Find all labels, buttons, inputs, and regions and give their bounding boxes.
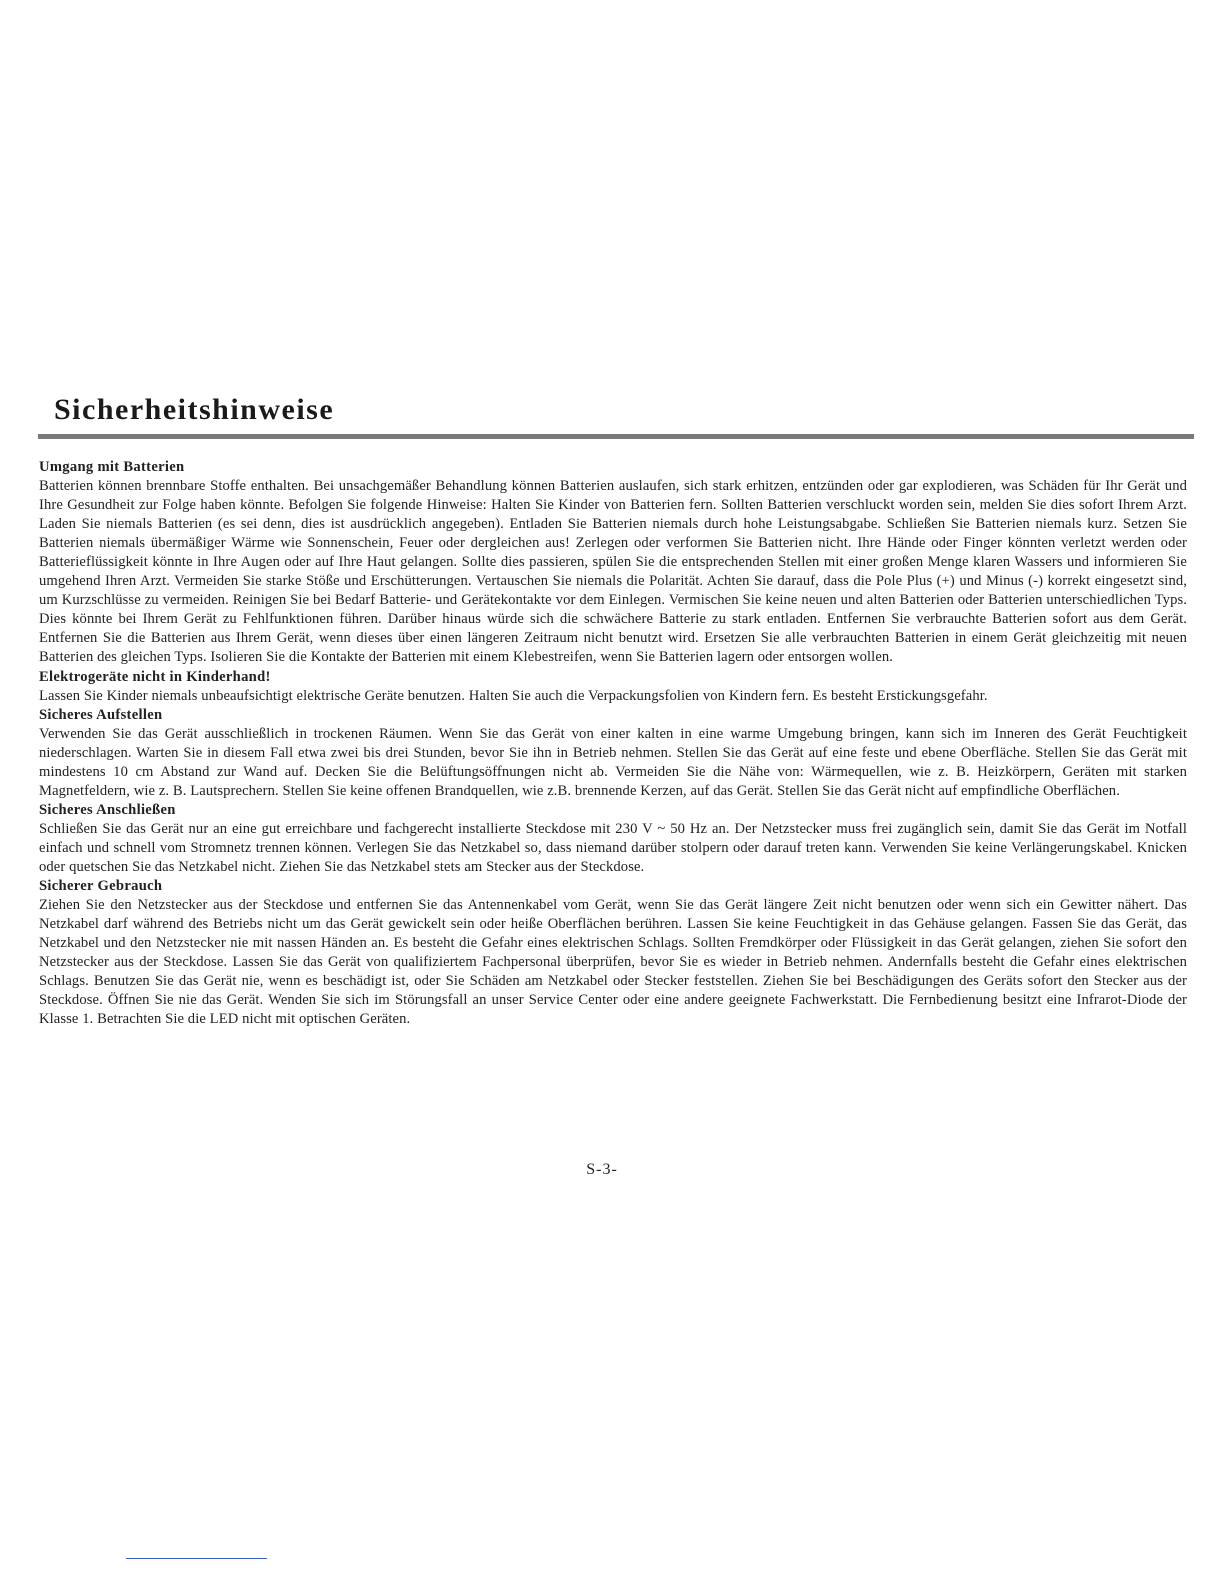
page-title: Sicherheitshinweise xyxy=(54,393,335,426)
section-heading: Elektrogeräte nicht in Kinderhand! xyxy=(39,668,271,685)
section-heading: Sicheres Aufstellen xyxy=(39,706,163,723)
section-body: Schließen Sie das Gerät nur an eine gut erreichbare und fachgerecht installierte Steckdose mit 230 V ~ 50 Hz an. Der Netzstecker muss frei zugänglich sein, damit Sie das Gerät im Notfall einfach und schnell vom Stromnetz trennen können. Verlegen Sie das Netzkabel so, dass niemand darüber stolpern oder darauf treten kann. Verwenden Sie keine Verlängerungskabel. Knicken oder quetschen Sie das Netzkabel nicht. Ziehen Sie das Netzkabel stets am Stecker aus der Steckdose. xyxy=(39,820,1187,875)
section-body: Lassen Sie Kinder niemals unbeaufsichtigt elektrische Geräte benutzen. Halten Sie auch die Verpackungsfolien von Kindern fern. Es besteht Erstickungsgefahr. xyxy=(39,687,988,704)
section-body: Ziehen Sie den Netzstecker aus der Steckdose und entfernen Sie das Antennenkabel vom Gerät, wenn Sie das Gerät längere Zeit nicht benutzen oder wenn sich ein Gewitter nähert. Das Netzkabel darf während des Betriebs nicht um das Gerät gewickelt sein oder heiße Oberflächen berühren. Lassen Sie keine Feuchtigkeit in das Gehäuse gelangen. Fassen Sie das Gerät, das Netzkabel und den Netzstecker nie mit nassen Händen an. Es besteht die Gefahr eines elektrischen Schlags. Sollten Fremdkörper oder Flüssigkeit in das Gerät gelangen, ziehen Sie sofort den Netzstecker aus der Steckdose. Lassen Sie das Gerät von qualifiziertem Fachpersonal überprüfen, bevor Sie es wieder in Betrieb nehmen. Andernfalls besteht die Gefahr eines elektrischen Schlags. Benutzen Sie das Gerät nie, wenn es beschädigt ist, oder Sie Schäden am Netzkabel oder Stecker feststellen. Ziehen Sie bei Beschädigungen des Geräts sofort den Stecker aus der Steckdose. Öffnen Sie nie das Gerät. Wenden Sie sich im Störungsfall an unser Service Center oder eine andere geeignete Fachwerkstatt. Die Fernbedienung besitzt eine Infrarot-Diode der Klasse 1. Betrachten Sie die LED nicht mit optischen Geräten. xyxy=(39,897,1187,1028)
section-safe-setup xyxy=(39,706,1187,801)
section-children-safety xyxy=(39,668,1187,706)
section-heading: Sicherer Gebrauch xyxy=(39,878,163,895)
section-battery-handling xyxy=(39,458,1187,668)
section-body: Verwenden Sie das Gerät ausschließlich in trockenen Räumen. Wenn Sie das Gerät von einer kalten in eine warme Umgebung bringen, kann sich im Inneren des Gerät Feuchtigkeit niederschlagen. Warten Sie in diesem Fall etwa zwei bis drei Stunden, bevor Sie ihn in Betrieb nehmen. Stellen Sie das Gerät auf eine feste und ebene Oberfläche. Stellen Sie das Gerät mit mindestens 10 cm Abstand zur Wand auf. Decken Sie die Belüftungsöffnungen nicht ab. Vermeiden Sie die Nähe von: Wärmequellen, wie z. B. Heizkörpern, Geräten mit starken Magnetfeldern, wie z. B. Lautsprechern. Stellen Sie keine offenen Brandquellen, wie z.B. brennende Kerzen, auf das Gerät. Stellen Sie das Gerät nicht auf empfindliche Oberflächen. xyxy=(39,725,1187,799)
safety-instructions xyxy=(39,458,1187,1029)
section-safe-connection xyxy=(39,801,1187,877)
section-heading: Sicheres Anschließen xyxy=(39,801,176,818)
section-safe-use xyxy=(39,877,1187,1029)
section-body: Batterien können brennbare Stoffe enthalten. Bei unsachgemäßer Behandlung können Batterien auslaufen, sich stark erhitzen, entzünden oder gar explodieren, was Schäden für Ihr Gerät und Ihre Gesundheit zur Folge haben könnte. Befolgen Sie folgende Hinweise: Halten Sie Kinder von Batterien fern. Sollten Batterien verschluckt worden sein, melden Sie dies sofort Ihrem Arzt. Laden Sie niemals Batterien (es sei denn, dies ist ausdrücklich angegeben). Entladen Sie Batterien niemals durch hohe Leistungsabgabe. Schließen Sie Batterien niemals kurz. Setzen Sie Batterien niemals übermäßiger Wärme wie Sonnenschein, Feuer oder dergleichen aus! Zerlegen oder verformen Sie Batterien nicht. Ihre Hände oder Finger könnten verletzt werden oder Batterieflüssigkeit könnte in Ihre Augen oder auf Ihre Haut gelangen. Sollte dies passieren, spülen Sie die entsprechenden Stellen mit einer großen Menge klaren Wassers und informieren Sie umgehend Ihren Arzt. Vermeiden Sie starke Stöße und Erschütterungen. Vertauschen Sie niemals die Polarität. Achten Sie darauf, dass die Pole Plus (+) und Minus (-) korrekt eingesetzt sind, um Kurzschlüsse zu vermeiden. Reinigen Sie bei Bedarf Batterie- und Gerätekontakte vor dem Einlegen. Vermischen Sie keine neuen und alten Batterien oder Batterien unterschiedlichen Typs. Dies könnte bei Ihrem Gerät zu Fehlfunktionen führen. Darüber hinaus würde sich die schwächere Batterie zu stark entladen. Entfernen Sie verbrauchte Batterien sofort aus dem Gerät. Entfernen Sie die Batterien aus Ihrem Gerät, wenn dieses über einen längeren Zeitraum nicht benutzt wird. Ersetzen Sie alle verbrauchten Batterien in einem Gerät gleichzeitig mit neuen Batterien des gleichen Typs. Isolieren Sie die Kontakte der Batterien mit einem Klebestreifen, wenn Sie Batterien lagern oder entsorgen wollen. xyxy=(39,478,1187,666)
title-divider xyxy=(38,434,1194,439)
section-heading: Umgang mit Batterien xyxy=(39,459,185,475)
page-number: S-3- xyxy=(586,1161,618,1178)
footer-link-underline[interactable] xyxy=(126,1558,267,1559)
